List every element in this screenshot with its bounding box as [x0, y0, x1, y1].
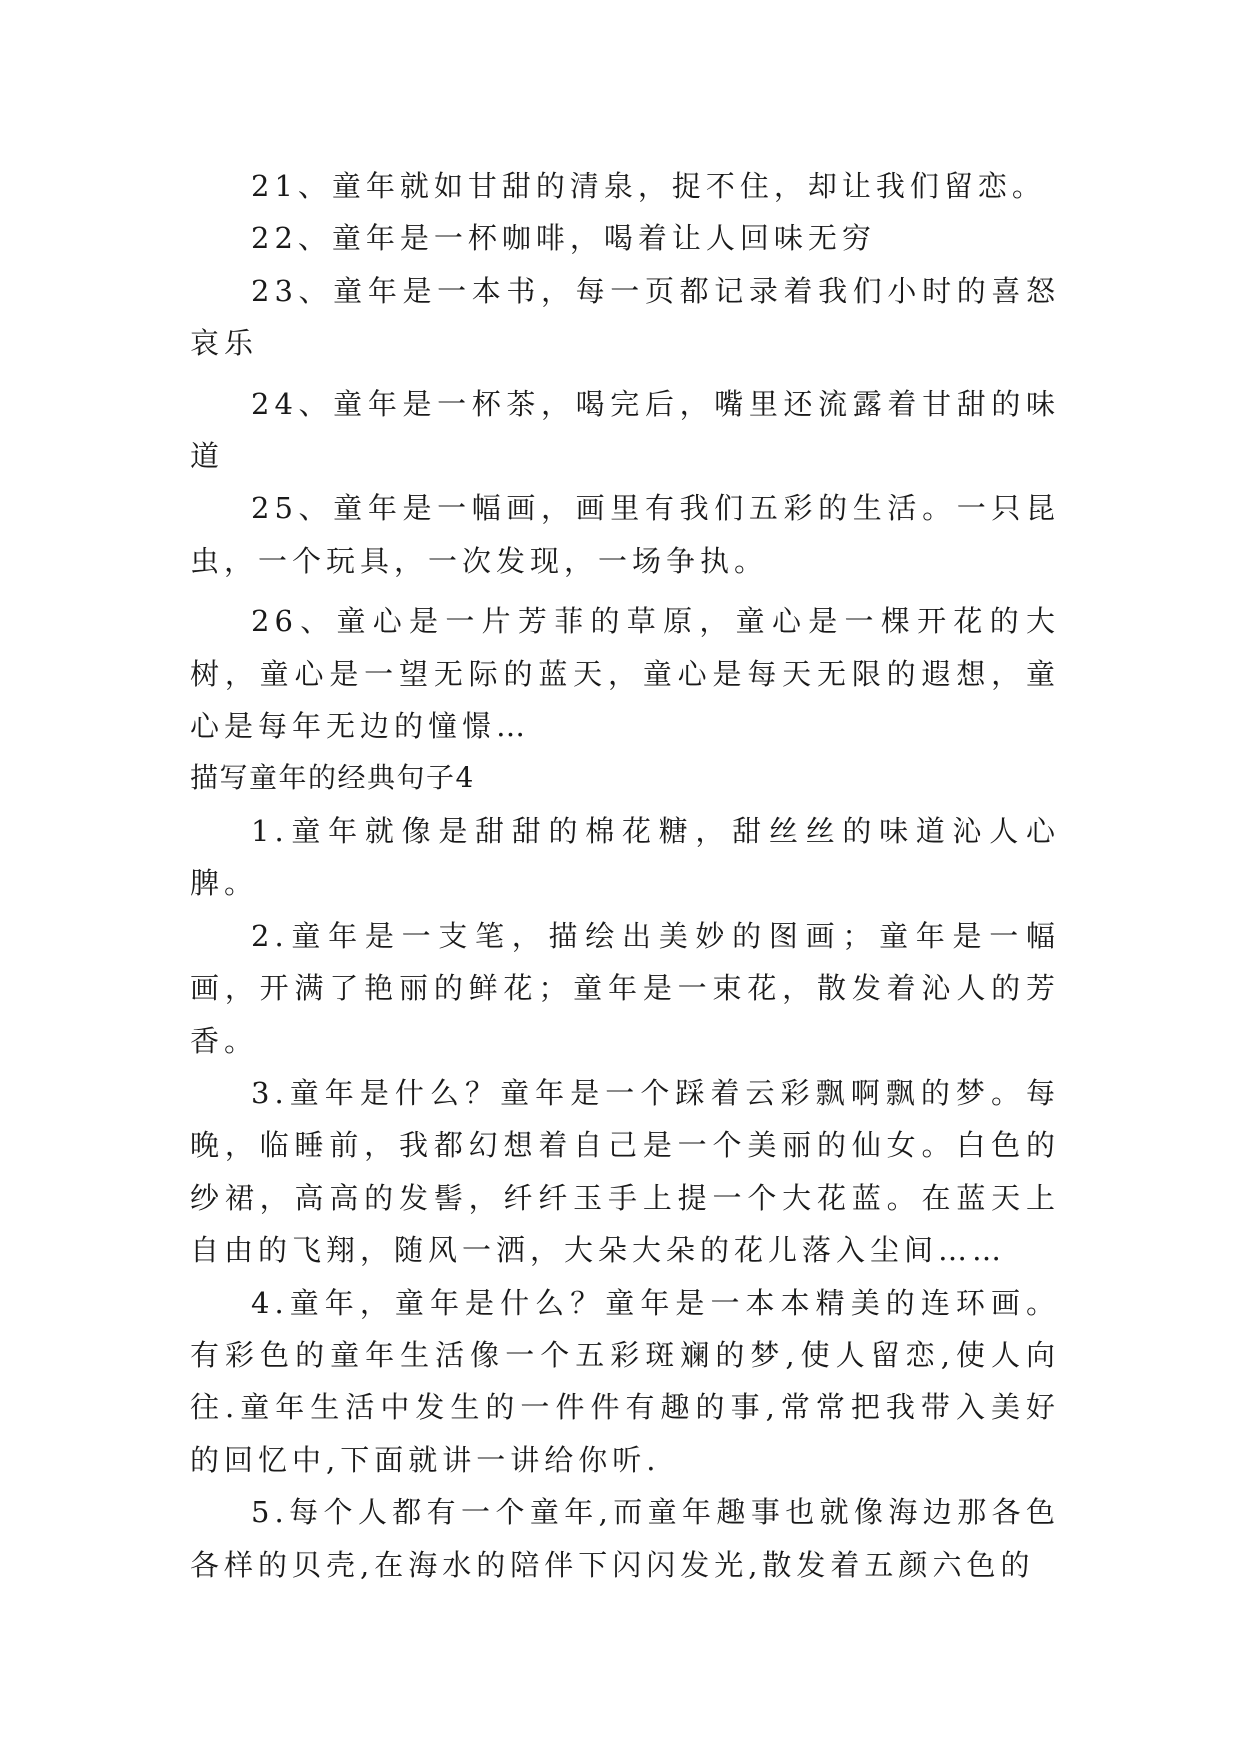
paragraph-25: 25、童年是一幅画，画里有我们五彩的生活。一只昆虫，一个玩具，一次发现，一场争执。 [190, 491, 1060, 578]
list-item-2: 2.童年是一支笔，描绘出美妙的图画；童年是一幅画，开满了艳丽的鲜花；童年是一束花，散发着沁人的芳香。 [190, 918, 1060, 1058]
list-item-3: 3.童年是什么？童年是一个踩着云彩飘啊飘的梦。每晚，临睡前，我都幻想着自己是一个美丽的仙女。白色的纱裙，高高的发髻，纤纤玉手上提一个大花蓝。在蓝天上自由的飞翔，随风一洒，大朵大朵的花儿落入尘间…… [190, 1075, 1060, 1268]
list-item-1: 1.童年就像是甜甜的棉花糖，甜丝丝的味道沁人心脾。 [190, 813, 1060, 901]
paragraph-22: 22、童年是一杯咖啡，喝着让人回味无穷 [251, 221, 876, 256]
paragraph-24: 24、童年是一杯茶，喝完后，嘴里还流露着甘甜的味道 [190, 386, 1060, 474]
paragraph-21: 21、童年就如甘甜的清泉，捉不住，却让我们留恋。 [251, 169, 1046, 203]
list-item-5: 5.每个人都有一个童年,而童年趣事也就像海边那各色各样的贝壳,在海水的陪伴下闪闪发光,散发着五颜六色的 [190, 1495, 1060, 1582]
section-heading: 描写童年的经典句子4 [190, 761, 475, 795]
paragraph-23: 23、童年是一本书，每一页都记录着我们小时的喜怒哀乐 [190, 273, 1060, 361]
list-item-4: 4.童年，童年是什么？童年是一本本精美的连环画。有彩色的童年生活像一个五彩斑斓的梦,使人留恋,使人向往.童年生活中发生的一件件有趣的事,常常把我带入美好的回忆中,下面就讲一讲给你听. [190, 1285, 1060, 1477]
document-body [190, 160, 1060, 1591]
paragraph-26: 26、童心是一片芳菲的草原，童心是一棵开花的大树，童心是一望无际的蓝天，童心是每天无限的遐想，童心是每年无边的憧憬… [190, 604, 1060, 744]
